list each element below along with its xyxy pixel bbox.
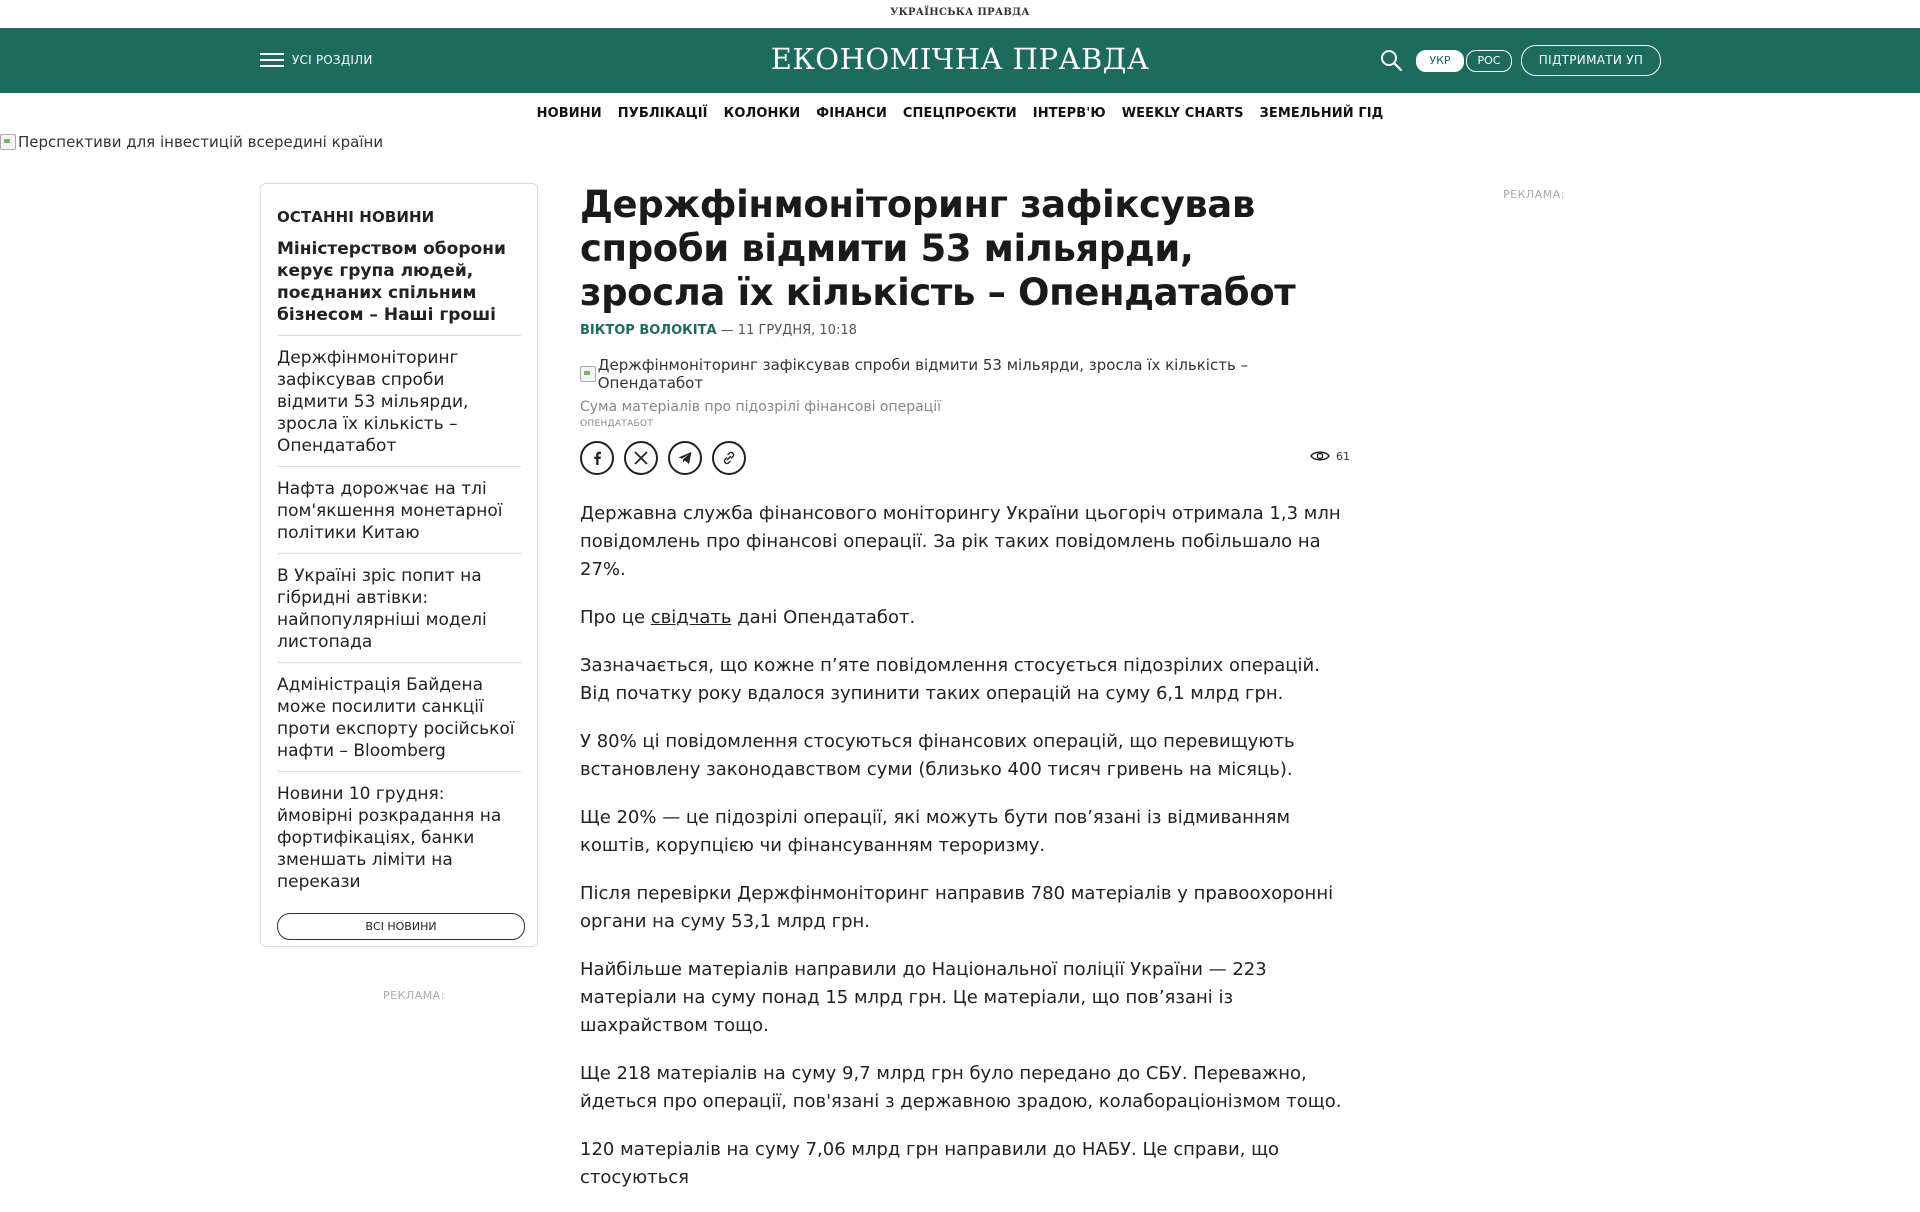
latest-news-sidebar <box>260 183 538 947</box>
news-list-item[interactable]: В Україні зріс попит на гібридні автівки: найпопулярніші моделі листопада <box>277 565 521 663</box>
article-photo-alt: Держфінмоніторинг зафіксував спроби відмити 53 мільярди, зросла їх кількість – Опендатабот <box>597 356 1249 392</box>
views-counter <box>1310 449 1350 463</box>
up-logo[interactable]: УКРАЇНСЬКА ПРАВДА <box>890 7 1030 18</box>
site-header <box>0 28 1920 93</box>
latest-news-title: ОСТАННІ НОВИНИ <box>277 208 435 226</box>
views-count: 61 <box>1336 449 1350 463</box>
article-paragraph: Ще 218 матеріалів на суму 9,7 млрд грн було передано до СБУ. Переважно, йдеться про операції, пов'язані з державною зрадою, колабораціонізмом тощо. <box>580 1063 1342 1112</box>
article-paragraph: Зазначається, що кожне п’яте повідомлення стосується підозрілих операцій. Від початку року вдалося зупинити таких операцій на суму 6,1 млрд грн. <box>580 655 1320 704</box>
lang-ros-button[interactable]: РОС <box>1466 50 1512 72</box>
x-icon <box>634 451 648 465</box>
lang-ukr-button[interactable]: УКР <box>1416 50 1464 72</box>
ad-label-left: РЕКЛАМА: <box>383 989 445 1002</box>
search-icon[interactable] <box>1379 48 1403 72</box>
article-body <box>580 500 1345 1192</box>
photo-credit: ОПЕНДАТАБОТ <box>580 419 654 429</box>
article-paragraph: Найбільше матеріалів направили до Національної поліції України — 223 матеріали на суму понад 15 млрд грн. Це матеріали, що пов’язані із шахрайством тощо. <box>580 959 1267 1036</box>
copy-link-button[interactable] <box>712 441 746 475</box>
facebook-icon <box>589 450 605 466</box>
main-nav <box>0 93 1920 133</box>
article-paragraph: 120 матеріалів на суму 7,06 млрд грн направили до НАБУ. Це справи, що стосуються <box>580 1139 1280 1188</box>
share-bar <box>580 441 1350 479</box>
promo-banner-alt: Перспективи для інвестицій всередині країни <box>18 133 384 151</box>
telegram-icon <box>677 450 693 466</box>
article <box>580 183 1350 1212</box>
photo-caption: Сума матеріалів про підозрілі фінансові операції <box>580 399 942 415</box>
news-list-item[interactable]: Новини 10 грудня: ймовірні розкрадання на фортифікаціях, банки зменшать ліміти на перекази <box>277 784 502 892</box>
article-photo <box>580 356 1345 392</box>
article-paragraph: Ще 20% — це підозрілі операції, які можуть бути пов’язані із відмиванням коштів, корупцією чи фінансуванням тероризму. <box>580 807 1291 856</box>
nav-item-land-guide[interactable]: ЗЕМЕЛЬНИЙ ГІД <box>1259 105 1384 121</box>
share-facebook-button[interactable] <box>580 441 614 475</box>
share-telegram-button[interactable] <box>668 441 702 475</box>
news-list-item[interactable]: Адміністрація Байдена може посилити санкції проти експорту російської нафти – Bloomberg <box>277 674 521 772</box>
link-icon <box>721 450 737 466</box>
all-news-button[interactable]: ВСІ НОВИНИ <box>277 913 525 940</box>
news-list-item[interactable]: Нафта дорожчає на тлі пом'якшення монетарної політики Китаю <box>277 478 521 554</box>
article-paragraph: Після перевірки Держфінмоніторинг направив 780 матеріалів у правоохоронні органи на суму 53,1 млрд грн. <box>580 883 1334 932</box>
nav-item-weekly-charts[interactable]: WEEKLY CHARTS <box>1121 105 1244 121</box>
nav-item-special-projects[interactable]: СПЕЦПРОЄКТИ <box>902 105 1017 121</box>
support-button[interactable]: ПІДТРИМАТИ УП <box>1521 45 1661 76</box>
nav-item-news[interactable]: НОВИНИ <box>536 105 602 121</box>
article-date: — 11 ГРУДНЯ, 10:18 <box>716 323 857 338</box>
article-paragraph: У 80% ці повідомлення стосуються фінансових операцій, що перевищують встановлену законодавством суми (близько 400 тисяч гривень на місяць). <box>580 731 1295 780</box>
nav-item-finance[interactable]: ФІНАНСИ <box>816 105 887 121</box>
ad-label-right: РЕКЛАМА: <box>1503 188 1565 201</box>
article-paragraph: Про це свідчать дані Опендатабот. <box>580 607 916 628</box>
nav-item-publications[interactable]: ПУБЛІКАЦІЇ <box>617 105 708 121</box>
article-paragraph: Державна служба фінансового моніторингу України цьогоріч отримала 1,3 млн повідомлень про фінансові операції. За рік таких повідомлень побільшало на 27%. <box>580 503 1341 580</box>
eye-icon <box>1310 449 1330 463</box>
nav-item-interview[interactable]: ІНТЕРВ'Ю <box>1032 105 1106 121</box>
promo-banner[interactable] <box>0 133 383 151</box>
nav-item-columns[interactable]: КОЛОНКИ <box>723 105 801 121</box>
article-title: Держфінмоніторинг зафіксував спроби відмити 53 мільярди, зросла їх кількість – Опендатабот <box>580 183 1296 314</box>
share-x-button[interactable] <box>624 441 658 475</box>
article-meta <box>580 323 1345 338</box>
broken-image-icon <box>580 366 596 382</box>
news-list-item[interactable]: Міністерством оборони керує група людей, поєднаних спільним бізнесом – Наші гроші <box>277 238 521 336</box>
menu-label: УСІ РОЗДІЛИ <box>292 53 373 67</box>
author-link[interactable]: ВІКТОР ВОЛОКІТА <box>580 323 717 338</box>
news-list-item[interactable]: Держфінмоніторинг зафіксував спроби відмити 53 мільярди, зросла їх кількість – Опендатабот <box>277 347 521 467</box>
broken-image-icon <box>0 134 16 150</box>
top-strip <box>0 0 1920 29</box>
brand-logo[interactable]: ЕКОНОМІЧНА ПРАВДА <box>770 42 1150 76</box>
source-link[interactable]: свідчать <box>650 607 732 628</box>
